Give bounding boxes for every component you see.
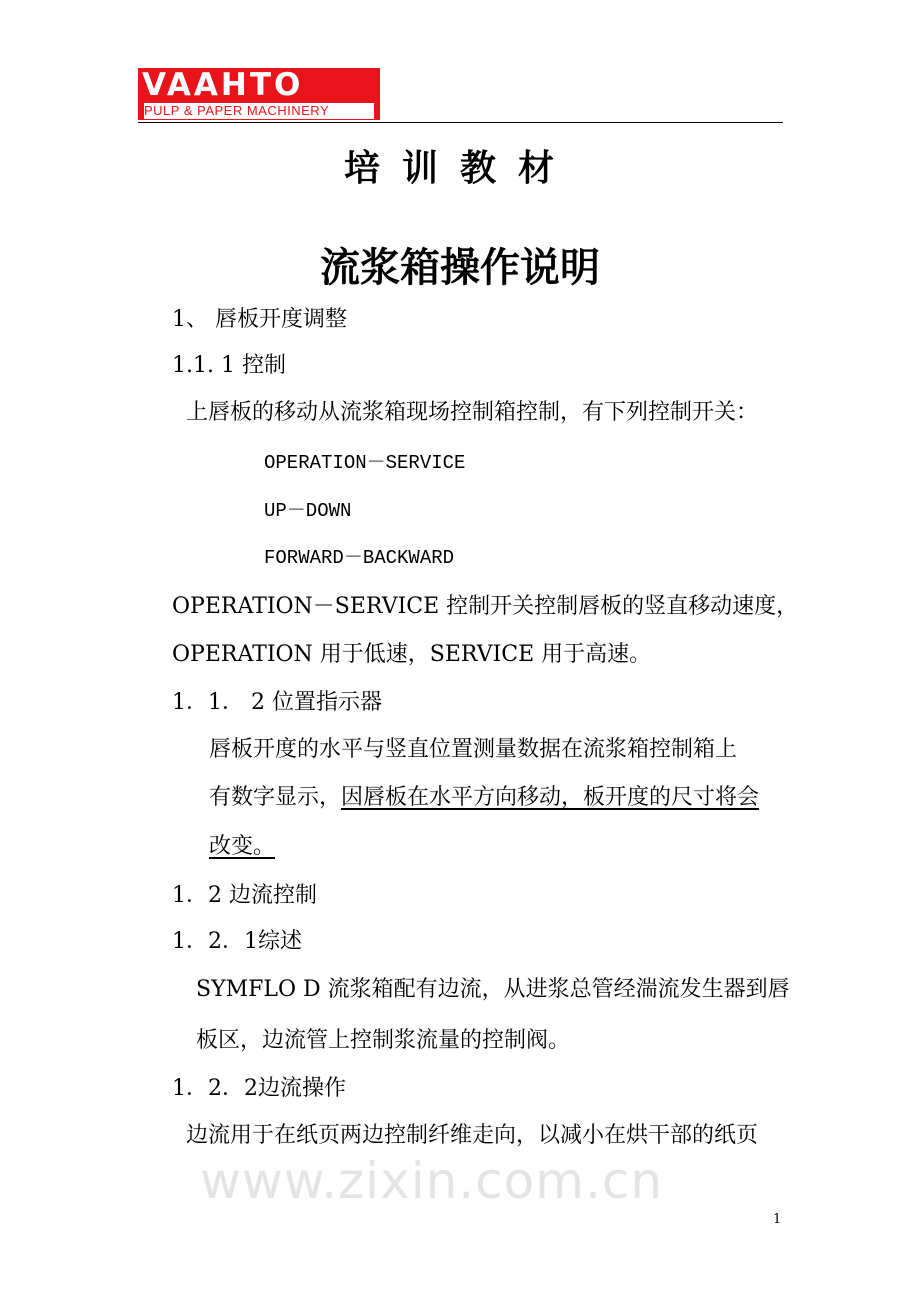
paragraph: 板区，边流管上控制浆流量的控制阀。 [196,1028,571,1053]
logo-tagline: PULP & PAPER MACHINERY [144,103,374,119]
heading-1-1-1: 1.1. 1 控制 [172,353,286,378]
heading-1-2-2: 1．2．2边流操作 [172,1076,346,1101]
paragraph: 上唇板的移动从流浆箱现场控制箱控制，有下列控制开关： [186,400,759,425]
paragraph [209,833,275,861]
text: 有数字显示， [209,785,342,810]
document-title: 培训教材 [343,147,576,189]
paragraph: 唇板开度的水平与竖直位置测量数据在流浆箱控制箱上 [209,737,738,762]
paragraph [209,784,759,812]
watermark: www.zixin.com.cn [200,1152,664,1210]
underlined-text: 改变。 [209,834,276,859]
page-number: 1 [773,1212,782,1227]
vaahto-logo [138,68,380,120]
paragraph: OPERATION－SERVICE 控制开关控制唇板的竖直移动速度， [172,594,799,619]
paragraph: 边流用于在纸页两边控制纤维走向，以减小在烘干部的纸页 [186,1123,759,1148]
underlined-text: 因唇板在水平方向移动，板开度的尺寸将会 [341,785,760,810]
switch-item: UP－DOWN [264,500,352,522]
switch-item: OPERATION－SERVICE [264,452,466,474]
header-rule [138,122,783,123]
logo-name: VAAHTO [142,68,304,103]
heading-1-2: 1．2 边流控制 [172,883,317,908]
heading-1-2-1: 1．2．1综述 [172,929,302,954]
paragraph: SYMFLO D 流浆箱配有边流，从进浆总管经湍流发生器到唇 [196,977,790,1002]
heading-1: 1、 唇板开度调整 [172,307,347,332]
paragraph: OPERATION 用于低速，SERVICE 用于高速。 [172,642,652,667]
heading-1-1-2: 1．1． 2 位置指示器 [172,690,382,715]
switch-item: FORWARD－BACKWARD [264,547,455,569]
document-subtitle: 流浆箱操作说明 [320,244,600,291]
